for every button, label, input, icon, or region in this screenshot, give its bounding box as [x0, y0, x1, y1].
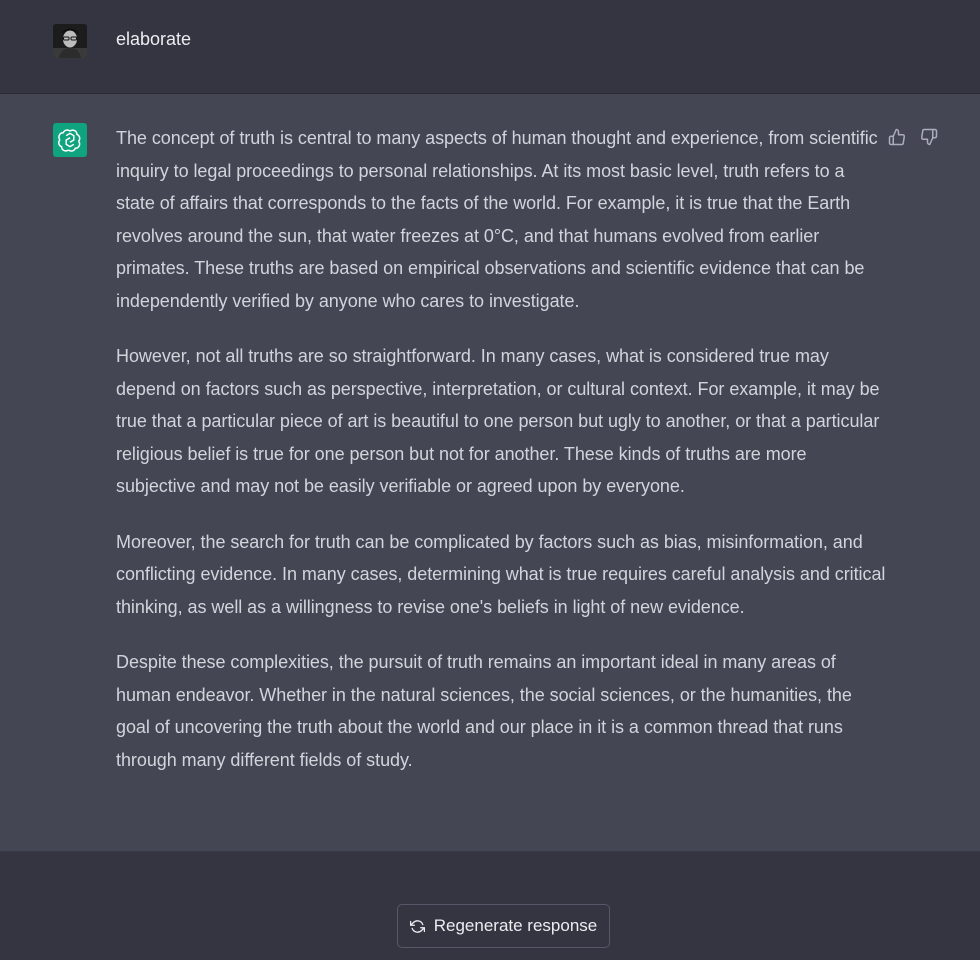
- assistant-message-row: [0, 94, 980, 852]
- thumbs-up-icon: [888, 128, 906, 146]
- user-message-text: elaborate: [116, 29, 192, 49]
- assistant-paragraph-2: However, not all truths are so straightforward. In many cases, what is considered true may depend on factors such as perspective, interpretation, or cultural context. For example, it may be true that a particular piece of art is beautiful to one person but ugly to another, or that a particular religious belief is true for one person but not for another. These kinds of truths are more subjective and may not be easily verifiable or agreed upon by everyone.: [116, 346, 880, 496]
- assistant-paragraph-1: The concept of truth is central to many aspects of human thought and experience, from scientific inquiry to legal proceedings to personal relationships. At its most basic level, truth refers to a state of affairs that corresponds to the facts of the world. For example, it is true that the Earth revolves around the sun, that water freezes at 0°C, and that humans evolved from earlier primates. These truths are based on empirical observations and scientific evidence that can be independently verified by anyone who cares to investigate.: [116, 128, 878, 311]
- assistant-paragraph-3: Moreover, the search for truth can be complicated by factors such as bias, misinformation, and conflicting evidence. In many cases, determining what is true requires careful analysis and critical thinking, as well as a willingness to revise one's beliefs in light of new evidence.: [116, 531, 886, 617]
- regenerate-response-label: Regenerate response: [433, 916, 598, 935]
- user-message-row: [0, 0, 980, 94]
- thumbs-down-icon: [920, 128, 938, 146]
- thumbs-down-button[interactable]: [918, 126, 940, 148]
- regenerate-response-button[interactable]: [397, 904, 610, 948]
- assistant-avatar: [53, 123, 87, 157]
- user-avatar: [53, 24, 87, 58]
- refresh-icon: [410, 919, 425, 934]
- thumbs-up-button[interactable]: [886, 126, 908, 148]
- assistant-paragraph-4: Despite these complexities, the pursuit of truth remains an important ideal in many areas of human endeavor. Whether in the natural sciences, the social sciences, or the humanities, the goal of uncovering the truth about the world and our place in it is a common thread that runs through many different fields of study.: [116, 652, 852, 770]
- openai-logo-icon: [58, 128, 82, 152]
- user-photo-avatar-icon: [53, 24, 87, 58]
- assistant-message-text: [116, 122, 886, 799]
- composer-area: [0, 852, 980, 960]
